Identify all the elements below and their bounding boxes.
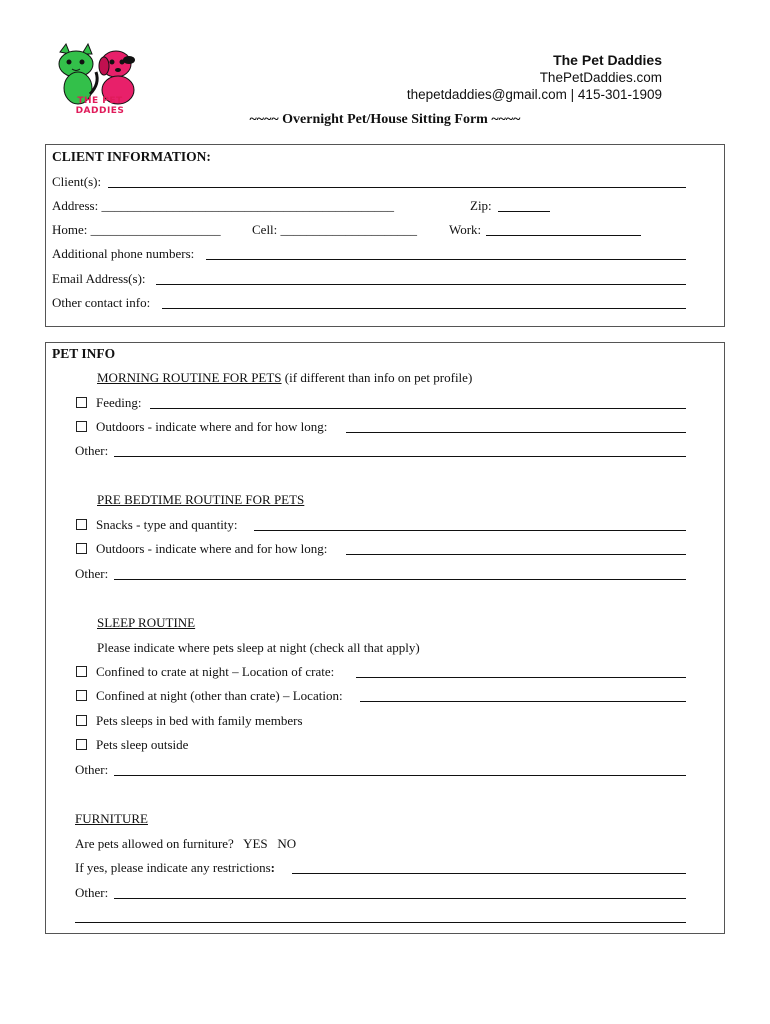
clients-field[interactable] <box>108 186 686 188</box>
sleep-crate-checkbox[interactable] <box>76 666 87 677</box>
bedtime-snacks-row <box>76 517 238 533</box>
morning-feeding-row <box>76 395 142 411</box>
sleep-crate-field[interactable] <box>356 676 686 678</box>
cat-icon <box>59 44 97 104</box>
morning-feeding-label: Feeding: <box>96 395 142 410</box>
morning-feeding-checkbox[interactable] <box>76 397 87 408</box>
bedtime-outdoors-row <box>76 541 327 557</box>
email-field[interactable] <box>156 283 686 285</box>
sleep-bed-row <box>76 713 303 729</box>
morning-feeding-field[interactable] <box>150 407 686 409</box>
zip-field[interactable] <box>498 210 550 212</box>
sleep-routine-heading: SLEEP ROUTINE <box>97 615 196 630</box>
sleep-confined-checkbox[interactable] <box>76 690 87 701</box>
sleep-other-label: Other: <box>75 762 109 777</box>
pet-info-section <box>45 342 725 934</box>
company-name: The Pet Daddies <box>553 52 662 68</box>
sleep-confined-label: Confined at night (other than crate) – Location: <box>96 688 343 703</box>
morning-routine-note: (if different than info on pet profile) <box>281 370 473 385</box>
sleep-crate-row <box>76 664 334 680</box>
bedtime-outdoors-field[interactable] <box>346 553 686 555</box>
company-info <box>407 52 662 103</box>
morning-routine-title <box>97 370 472 386</box>
other-contact-label: Other contact info: <box>52 295 151 310</box>
morning-outdoors-row <box>76 419 327 435</box>
sleep-other-field[interactable] <box>114 774 686 776</box>
sleep-outside-row <box>76 737 188 753</box>
work-phone-field[interactable] <box>486 234 641 236</box>
logo-text: THE PET DADDIES <box>75 96 125 116</box>
pet-info-heading: PET INFO <box>52 346 116 361</box>
additional-phones-field[interactable] <box>206 258 686 260</box>
client-information-section <box>45 144 725 327</box>
sleep-confined-field[interactable] <box>360 700 686 702</box>
furniture-restrictions-row <box>75 860 275 876</box>
bedtime-other-label: Other: <box>75 566 109 581</box>
bedtime-snacks-checkbox[interactable] <box>76 519 87 530</box>
clients-label: Client(s): <box>52 174 102 189</box>
client-heading: CLIENT INFORMATION: <box>52 149 211 164</box>
bedtime-outdoors-label: Outdoors - indicate where and for how long: <box>96 541 328 556</box>
sleep-crate-label: Confined to crate at night – Location of crate: <box>96 664 335 679</box>
morning-outdoors-field[interactable] <box>346 431 686 433</box>
morning-routine-heading: MORNING ROUTINE FOR PETS <box>97 370 282 385</box>
bedtime-outdoors-checkbox[interactable] <box>76 543 87 554</box>
furniture-heading: FURNITURE <box>75 811 148 826</box>
email-label: Email Address(s): <box>52 271 146 286</box>
bedtime-snacks-label: Snacks - type and quantity: <box>96 517 238 532</box>
furniture-question: Are pets allowed on furniture? YES NO <box>75 836 297 851</box>
home-phone-label: Home: ____________________ <box>52 222 221 237</box>
cell-phone-label: Cell: _____________________ <box>252 222 418 237</box>
work-phone-label: Work: <box>449 222 482 237</box>
bedtime-other-field[interactable] <box>114 578 686 580</box>
morning-other-field[interactable] <box>114 455 686 457</box>
morning-outdoors-label: Outdoors - indicate where and for how long: <box>96 419 328 434</box>
furniture-restrictions-field[interactable] <box>292 872 686 874</box>
furniture-other-label: Other: <box>75 885 109 900</box>
furniture-other-field[interactable] <box>114 897 686 899</box>
sleep-confined-row <box>76 688 343 704</box>
furniture-restrictions-colon: : <box>270 860 275 875</box>
other-contact-field[interactable] <box>162 307 686 309</box>
sleep-bed-checkbox[interactable] <box>76 715 87 726</box>
morning-other-label: Other: <box>75 443 109 458</box>
company-website: ThePetDaddies.com <box>539 70 662 85</box>
zip-label: Zip: <box>470 198 492 213</box>
bedtime-snacks-field[interactable] <box>254 529 686 531</box>
form-title: ~~~~ Overnight Pet/House Sitting Form ~~~~ <box>249 112 521 127</box>
sleep-outside-checkbox[interactable] <box>76 739 87 750</box>
bedtime-routine-heading: PRE BEDTIME ROUTINE FOR PETS <box>97 492 305 507</box>
sleep-instructions: Please indicate where pets sleep at night (check all that apply) <box>97 640 420 655</box>
address-label: Address: _____________________________________________ <box>52 198 394 213</box>
sleep-outside-label: Pets sleep outside <box>96 737 189 752</box>
morning-outdoors-checkbox[interactable] <box>76 421 87 432</box>
additional-phones-label: Additional phone numbers: <box>52 246 195 261</box>
furniture-other-field-2[interactable] <box>75 921 686 923</box>
furniture-restrictions-label: If yes, please indicate any restrictions <box>75 860 271 875</box>
company-contact: thepetdaddies@gmail.com | 415-301-1909 <box>406 87 662 102</box>
sleep-bed-label: Pets sleeps in bed with family members <box>96 713 303 728</box>
